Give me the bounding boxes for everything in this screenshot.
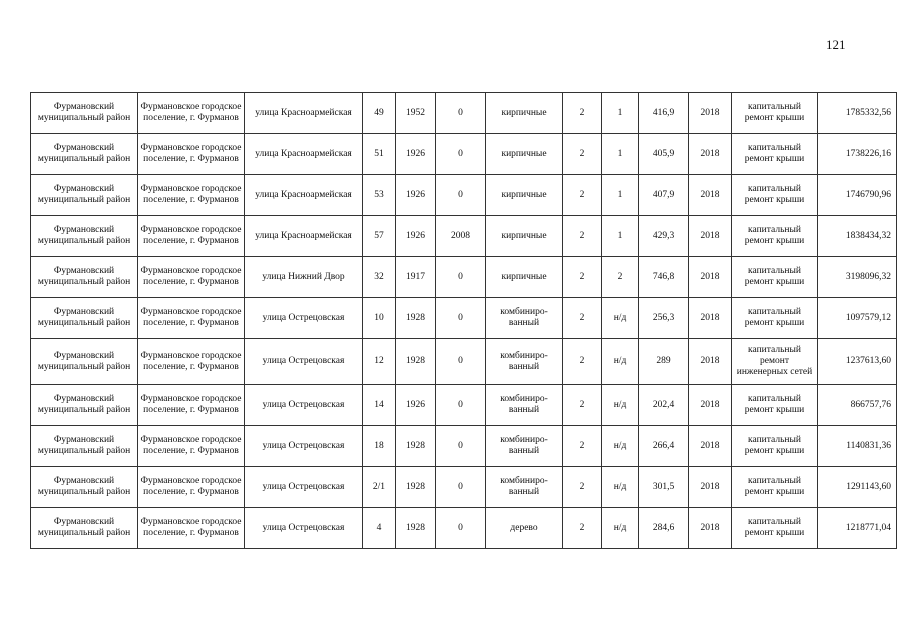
settlement-cell: Фурмановское городское поселение, г. Фурманов	[138, 467, 245, 508]
plan-year-cell: 2018	[689, 216, 732, 257]
table-row	[31, 508, 897, 549]
work-type-cell: капитальный ремонт крыши	[732, 134, 818, 175]
wall-material-cell: дерево	[486, 508, 563, 549]
year-built-cell: 1917	[396, 257, 436, 298]
entrances-cell: 1	[602, 175, 639, 216]
district-cell: Фурмановский муниципальный район	[31, 385, 138, 426]
street-cell: улица Острецовская	[245, 467, 363, 508]
plan-year-cell: 2018	[689, 257, 732, 298]
plan-year-cell: 2018	[689, 298, 732, 339]
year-built-cell: 1952	[396, 93, 436, 134]
table-row	[31, 385, 897, 426]
entrances-cell: 1	[602, 216, 639, 257]
plan-year-cell: 2018	[689, 426, 732, 467]
year-privatized-cell: 0	[436, 508, 486, 549]
house-number-cell: 18	[363, 426, 396, 467]
floors-cell: 2	[563, 257, 602, 298]
house-number-cell: 49	[363, 93, 396, 134]
wall-material-cell: кирпичные	[486, 134, 563, 175]
year-privatized-cell: 0	[436, 134, 486, 175]
year-privatized-cell: 0	[436, 298, 486, 339]
area-cell: 429,3	[639, 216, 689, 257]
district-cell: Фурмановский муниципальный район	[31, 467, 138, 508]
district-cell: Фурмановский муниципальный район	[31, 175, 138, 216]
entrances-cell: н/д	[602, 426, 639, 467]
floors-cell: 2	[563, 508, 602, 549]
area-cell: 746,8	[639, 257, 689, 298]
work-type-cell: капитальный ремонт крыши	[732, 175, 818, 216]
settlement-cell: Фурмановское городское поселение, г. Фурманов	[138, 426, 245, 467]
area-cell: 202,4	[639, 385, 689, 426]
area-cell: 266,4	[639, 426, 689, 467]
street-cell: улица Красноармейская	[245, 134, 363, 175]
settlement-cell: Фурмановское городское поселение, г. Фурманов	[138, 508, 245, 549]
table-row	[31, 426, 897, 467]
year-privatized-cell: 0	[436, 175, 486, 216]
year-built-cell: 1928	[396, 339, 436, 385]
cost-cell: 1785332,56	[818, 93, 897, 134]
area-cell: 407,9	[639, 175, 689, 216]
settlement-cell: Фурмановское городское поселение, г. Фурманов	[138, 385, 245, 426]
year-built-cell: 1928	[396, 508, 436, 549]
district-cell: Фурмановский муниципальный район	[31, 257, 138, 298]
cost-cell: 1097579,12	[818, 298, 897, 339]
area-cell: 289	[639, 339, 689, 385]
floors-cell: 2	[563, 93, 602, 134]
wall-material-cell: комбиниро-ванный	[486, 467, 563, 508]
street-cell: улица Острецовская	[245, 339, 363, 385]
table-row	[31, 467, 897, 508]
settlement-cell: Фурмановское городское поселение, г. Фурманов	[138, 93, 245, 134]
table-row	[31, 339, 897, 385]
house-number-cell: 53	[363, 175, 396, 216]
district-cell: Фурмановский муниципальный район	[31, 134, 138, 175]
work-type-cell: капитальный ремонт крыши	[732, 426, 818, 467]
street-cell: улица Нижний Двор	[245, 257, 363, 298]
district-cell: Фурмановский муниципальный район	[31, 298, 138, 339]
cost-cell: 1140831,36	[818, 426, 897, 467]
house-number-cell: 12	[363, 339, 396, 385]
work-type-cell: капитальный ремонт крыши	[732, 467, 818, 508]
plan-year-cell: 2018	[689, 385, 732, 426]
floors-cell: 2	[563, 339, 602, 385]
year-built-cell: 1928	[396, 298, 436, 339]
cost-cell: 1218771,04	[818, 508, 897, 549]
housing-repair-table	[30, 92, 897, 549]
work-type-cell: капитальный ремонт крыши	[732, 93, 818, 134]
year-built-cell: 1926	[396, 385, 436, 426]
year-built-cell: 1926	[396, 134, 436, 175]
wall-material-cell: комбиниро-ванный	[486, 298, 563, 339]
year-privatized-cell: 0	[436, 467, 486, 508]
entrances-cell: н/д	[602, 298, 639, 339]
year-privatized-cell: 2008	[436, 216, 486, 257]
street-cell: улица Красноармейская	[245, 93, 363, 134]
floors-cell: 2	[563, 175, 602, 216]
settlement-cell: Фурмановское городское поселение, г. Фурманов	[138, 298, 245, 339]
street-cell: улица Острецовская	[245, 426, 363, 467]
cost-cell: 1738226,16	[818, 134, 897, 175]
plan-year-cell: 2018	[689, 175, 732, 216]
plan-year-cell: 2018	[689, 134, 732, 175]
district-cell: Фурмановский муниципальный район	[31, 216, 138, 257]
table-row	[31, 175, 897, 216]
entrances-cell: н/д	[602, 339, 639, 385]
plan-year-cell: 2018	[689, 339, 732, 385]
district-cell: Фурмановский муниципальный район	[31, 339, 138, 385]
plan-year-cell: 2018	[689, 467, 732, 508]
entrances-cell: 1	[602, 134, 639, 175]
street-cell: улица Острецовская	[245, 385, 363, 426]
cost-cell: 1291143,60	[818, 467, 897, 508]
district-cell: Фурмановский муниципальный район	[31, 426, 138, 467]
settlement-cell: Фурмановское городское поселение, г. Фурманов	[138, 134, 245, 175]
house-number-cell: 10	[363, 298, 396, 339]
cost-cell: 866757,76	[818, 385, 897, 426]
house-number-cell: 32	[363, 257, 396, 298]
street-cell: улица Красноармейская	[245, 175, 363, 216]
year-privatized-cell: 0	[436, 257, 486, 298]
year-built-cell: 1926	[396, 175, 436, 216]
plan-year-cell: 2018	[689, 508, 732, 549]
entrances-cell: 2	[602, 257, 639, 298]
area-cell: 405,9	[639, 134, 689, 175]
wall-material-cell: кирпичные	[486, 175, 563, 216]
work-type-cell: капитальный ремонт крыши	[732, 508, 818, 549]
entrances-cell: н/д	[602, 467, 639, 508]
table-row	[31, 216, 897, 257]
wall-material-cell: кирпичные	[486, 257, 563, 298]
work-type-cell: капитальный ремонт инженерных сетей	[732, 339, 818, 385]
table-row	[31, 298, 897, 339]
entrances-cell: 1	[602, 93, 639, 134]
cost-cell: 3198096,32	[818, 257, 897, 298]
wall-material-cell: комбиниро-ванный	[486, 385, 563, 426]
work-type-cell: капитальный ремонт крыши	[732, 298, 818, 339]
area-cell: 416,9	[639, 93, 689, 134]
year-built-cell: 1928	[396, 426, 436, 467]
house-number-cell: 14	[363, 385, 396, 426]
district-cell: Фурмановский муниципальный район	[31, 508, 138, 549]
area-cell: 301,5	[639, 467, 689, 508]
year-built-cell: 1926	[396, 216, 436, 257]
cost-cell: 1237613,60	[818, 339, 897, 385]
table-row	[31, 257, 897, 298]
year-privatized-cell: 0	[436, 426, 486, 467]
wall-material-cell: кирпичные	[486, 216, 563, 257]
entrances-cell: н/д	[602, 508, 639, 549]
plan-year-cell: 2018	[689, 93, 732, 134]
house-number-cell: 51	[363, 134, 396, 175]
wall-material-cell: комбиниро-ванный	[486, 426, 563, 467]
year-privatized-cell: 0	[436, 339, 486, 385]
entrances-cell: н/д	[602, 385, 639, 426]
year-privatized-cell: 0	[436, 385, 486, 426]
work-type-cell: капитальный ремонт крыши	[732, 385, 818, 426]
settlement-cell: Фурмановское городское поселение, г. Фурманов	[138, 257, 245, 298]
street-cell: улица Острецовская	[245, 508, 363, 549]
work-type-cell: капитальный ремонт крыши	[732, 257, 818, 298]
work-type-cell: капитальный ремонт крыши	[732, 216, 818, 257]
settlement-cell: Фурмановское городское поселение, г. Фурманов	[138, 339, 245, 385]
floors-cell: 2	[563, 385, 602, 426]
floors-cell: 2	[563, 467, 602, 508]
floors-cell: 2	[563, 298, 602, 339]
house-number-cell: 57	[363, 216, 396, 257]
floors-cell: 2	[563, 426, 602, 467]
table-row	[31, 134, 897, 175]
year-built-cell: 1928	[396, 467, 436, 508]
floors-cell: 2	[563, 134, 602, 175]
cost-cell: 1746790,96	[818, 175, 897, 216]
district-cell: Фурмановский муниципальный район	[31, 93, 138, 134]
year-privatized-cell: 0	[436, 93, 486, 134]
area-cell: 284,6	[639, 508, 689, 549]
cost-cell: 1838434,32	[818, 216, 897, 257]
street-cell: улица Красноармейская	[245, 216, 363, 257]
settlement-cell: Фурмановское городское поселение, г. Фурманов	[138, 175, 245, 216]
street-cell: улица Острецовская	[245, 298, 363, 339]
area-cell: 256,3	[639, 298, 689, 339]
house-number-cell: 4	[363, 508, 396, 549]
wall-material-cell: кирпичные	[486, 93, 563, 134]
floors-cell: 2	[563, 216, 602, 257]
settlement-cell: Фурмановское городское поселение, г. Фурманов	[138, 216, 245, 257]
wall-material-cell: комбиниро-ванный	[486, 339, 563, 385]
table-row	[31, 93, 897, 134]
house-number-cell: 2/1	[363, 467, 396, 508]
page-number: 121	[826, 37, 846, 52]
